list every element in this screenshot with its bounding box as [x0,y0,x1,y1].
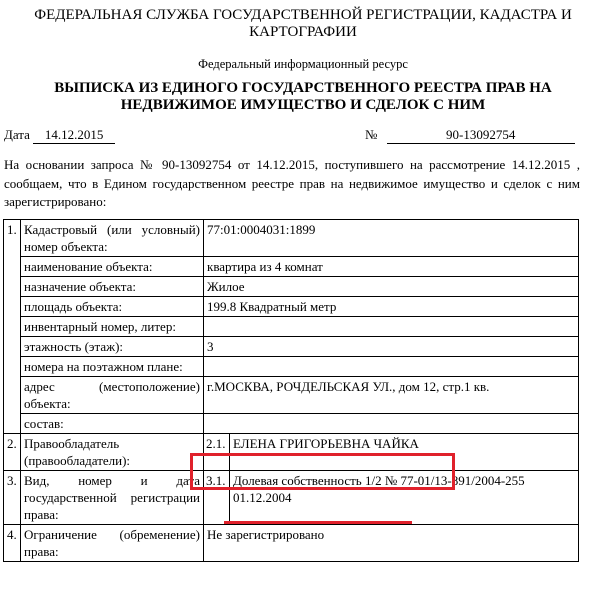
encumbrance-label: Ограничение (обременение) права: [21,525,204,562]
registration-sub-number: 3.1. [204,471,230,525]
date-field [4,127,115,144]
row-number: 2. [4,434,21,471]
row-number: 4. [4,525,21,562]
row-number: 1. [4,220,21,434]
plan-value [204,357,579,377]
purpose-label: назначение объекта: [21,277,204,297]
composition-label: состав: [21,414,204,434]
number-label: № [365,127,378,142]
table-row [4,297,579,317]
table-row [4,257,579,277]
cadastral-label: Кадастровый (или условный) номер объекта: [21,220,204,257]
table-row [4,525,579,562]
rightholder-highlight-box [190,453,455,490]
inventory-value [204,317,579,337]
registry-table [3,219,579,562]
request-number-field [365,127,575,144]
table-row [4,377,579,414]
encumbrance-value: Не зарегистрировано [204,525,579,562]
registration-label: Вид, номер и дата государственной регистрации права: [21,471,204,525]
table-row [4,220,579,257]
resource-subtitle: Федеральный информационный ресурс [198,57,408,71]
table-row [4,317,579,337]
document-title: ВЫПИСКА ИЗ ЕДИНОГО ГОСУДАРСТВЕННОГО РЕЕСТРА ПРАВ НА НЕДВИЖИМОЕ ИМУЩЕСТВО И СДЕЛОК С НИМ [54,80,552,113]
object-name-label: наименование объекта: [21,257,204,277]
number-value: 90-13092754 [387,127,575,144]
address-label: адрес (местоположение) объекта: [21,377,204,414]
registration-value-line2: 01.12.2004 [233,490,292,505]
address-value: г.МОСКВА, РОЧДЕЛЬСКАЯ УЛ., дом 12, стр.1 кв. [204,377,579,414]
composition-value [204,414,579,434]
table-row [4,277,579,297]
table-row [4,357,579,377]
area-value: 199.8 Квадратный метр [204,297,579,317]
area-label: площадь объекта: [21,297,204,317]
row-number: 3. [4,471,21,525]
plan-label: номера на поэтажном плане: [21,357,204,377]
table-row [4,414,579,434]
inventory-label: инвентарный номер, литер: [21,317,204,337]
date-value: 14.12.2015 [33,127,115,144]
purpose-value: Жилое [204,277,579,297]
intro-paragraph: На основании запроса № 90-13092754 от 14.12.2015, поступившего на рассмотрение 14.12.2015 , сообщаем, что в Едином государственном реестре прав на недвижимое имущество и сделок с ним зарегистрировано: [4,157,580,209]
registration-value-line1: Долевая собственность 1/2 № 77-01/13-891/2004-255 [233,473,525,488]
floor-value: 3 [204,337,579,357]
table-row [4,337,579,357]
object-name-value: квартира из 4 комнат [204,257,579,277]
agency-heading: ФЕДЕРАЛЬНАЯ СЛУЖБА ГОСУДАРСТВЕННОЙ РЕГИСТРАЦИИ, КАДАСТРА И КАРТОГРАФИИ [34,7,572,40]
date-label: Дата [4,127,30,142]
cadastral-value: 77:01:0004031:1899 [204,220,579,257]
floor-label: этажность (этаж): [21,337,204,357]
rightholder-label: Правообладатель (правообладатели): [21,434,204,471]
rightholder-sub-number: 2.1. [204,434,230,471]
ownership-highlight-underline [224,521,412,524]
rightholder-value: ЕЛЕНА ГРИГОРЬЕВНА ЧАЙКА [230,434,579,471]
